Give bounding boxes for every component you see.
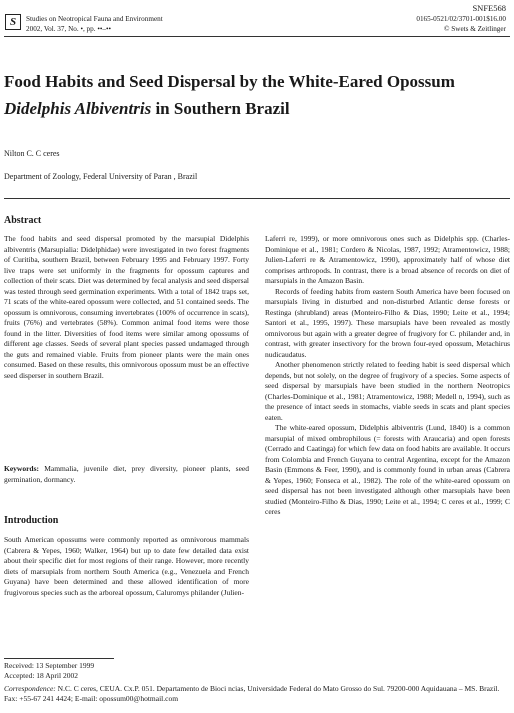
- keywords-text: Mammalia, juvenile diet, prey diversity, pioneer plants, seed germination, dormancy.: [4, 464, 249, 484]
- copyright: © Swets & Zeitlinger: [444, 25, 506, 33]
- header-rule: [4, 36, 510, 37]
- journal-volume: 2002, Vol. 37, No. •, pp. ••–••: [26, 25, 111, 33]
- issn: 0165-0521/02/3701-001$16.00: [416, 15, 506, 23]
- title-species: Didelphis Albiventris: [4, 99, 152, 118]
- abstract-rule: [4, 198, 510, 199]
- title-line-2: [4, 95, 504, 122]
- article-code: SNFE568: [472, 3, 506, 13]
- introduction-heading: Introduction: [4, 515, 59, 526]
- paragraph-3: Another phenomenon strictly related to feeding habit is seed dispersal which depends, but not solely, on the degree of frugivory of a species. Some aspects of seed dispersal by marsupials have been studied in the northern Neotropics (Charles-Dominique et al., 1981; Atramentowicz, 1988; Medell n, 1994), such as the presence of intact seeds in stomachs, viable seeds in scats and plant species eaten.: [265, 360, 510, 422]
- accepted-date: Accepted: 18 April 2002: [4, 671, 78, 680]
- paragraph-4: The white-eared opossum, Didelphis albiventris (Lund, 1840) is a common marsupial of mixed ombrophilous (= forests with Araucaria) and open forests (Cerrado and Caatinga) for which few data on food habits are available. It occurs from Colombia and French Guyana to central Argentina, except for the Amazon Basin (Emmons & Feer, 1990), and is commonly found in urban areas (Cabrera & Yepes, 1960; Fonseca et al., 1982). The role of the white-eared opossum on seed dispersal has not been investigated although other marsupials have been studied (Monteiro-Filho & Dias, 1990; Leite et al., 1994; C ceres et al., 1999; C ceres: [265, 423, 510, 516]
- title-line-1: Food Habits and Seed Dispersal by the White-Eared Opossum: [4, 72, 455, 91]
- correspondence-label: Correspondence:: [4, 684, 56, 693]
- keywords: [4, 464, 249, 485]
- title-rest: in Southern Brazil: [151, 99, 290, 118]
- paragraph-1: Laferri re, 1999), or more omnivorous ones such as Didelphis spp. (Charles-Dominique et al., 1981; Cordero & Nicolas, 1987, 1992; Atramentowicz, 1988; Julien-Laferri re & Atramentowicz, 1990), approximately half of whose diet comprises arthropods. In contrast, there is a broad absence of records on diet of marsupials in the Amazon Basin.: [265, 234, 510, 285]
- journal-name: Studies on Neotropical Fauna and Environment: [26, 15, 163, 23]
- abstract-heading: Abstract: [4, 215, 42, 226]
- introduction-body: [4, 535, 249, 598]
- author: Nilton C. C ceres: [4, 149, 60, 158]
- footer-rule: [4, 658, 114, 659]
- paragraph-2: Records of feeding habits from eastern South America have been focused on marsupials living in disturbed and non-disturbed Atlantic dense forests or Restinga (shrubland) areas (Monteiro-Filho & Dias, 1990; Leite et al., 1994; Santori et al., 1995, 1997). These marsupials have been revealed as mostly omnivorous but again with a greater degree of frugivory for C. philander and, in contrast, with greater insectivory for the brown four-eyed opossum, Metachirus nudicaudatus.: [265, 286, 510, 359]
- correspondence: [4, 684, 510, 704]
- correspondence-text: N.C. C ceres, CEUA. Cx.P. 051. Departamento de Bioci ncias, Universidade Federal do Mato Grosso do Sul. 79200-000 Aquidauana – MS. Brazil. Fax: +55-67 241 4424; E-mail: opossum00@hotmail.com: [4, 684, 500, 703]
- article-title: [4, 68, 504, 122]
- affiliation: Department of Zoology, Federal University of Paran , Brazil: [4, 172, 198, 181]
- abstract-body: [4, 234, 249, 381]
- publisher-logo-icon: S: [5, 14, 21, 30]
- abstract-text: The food habits and seed dispersal promoted by the marsupial Didelphis albiventris (Marsupialia: Didelphidae) were investigated in two forest fragments of Curitiba, southern Brazil, between February 1995 and February 1997. Forty live traps were set uniformly in the fragments for opossum captures and collection of their scats. Diet was determined by fecal analysis and seed dispersal was tested through seed germination experiments. With a total of 1842 traps set, 71 scats of the white-eared opossum were collected, and 51 contained seeds. The opossum is omnivorous, consuming invertebrates (100% of occurrence in scats), fruits (76%) and vertebrates (58%). Common animal food items were those found in the litter. Diversities of food items were similar among opossums of different age classes. Seeds of several plant species passed undamaged through the guts and remained viable. Fruits from pioneer plants were the main ones consumed. Based on these results, this omnivorous opossum must be an effective seed disperser in southern Brazil.: [4, 234, 249, 380]
- issn-info: [416, 14, 506, 34]
- keywords-label: Keywords:: [4, 464, 39, 473]
- right-column: [265, 234, 510, 518]
- footer: [4, 661, 510, 704]
- received-date: Received: 13 September 1999: [4, 661, 95, 670]
- introduction-text: South American opossums were commonly reported as omnivorous mammals (Cabrera & Yepes, 1960; Walker, 1964) but up to date few detailed data exist about their specific diet for most regions of their range. However, more recently diets of marsupials from northern South America (e.g., Venezuela and French Guyana) have been determined and these allowed identification of more frugivorous species such as the arboreal opossum, Caluromys philander (Julien-: [4, 535, 249, 597]
- journal-info: [26, 14, 163, 34]
